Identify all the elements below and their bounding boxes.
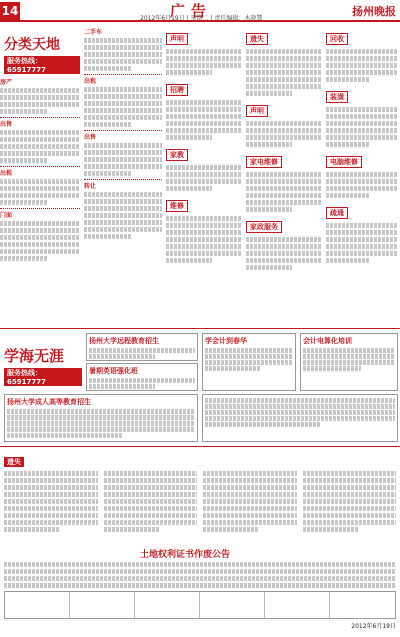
- classified-column-4: [246, 26, 322, 326]
- classified-column-3: [166, 26, 242, 326]
- category-box: 维修: [166, 200, 188, 212]
- section-divider: [0, 446, 400, 447]
- category-tag: 出租: [84, 78, 97, 85]
- classified-column-5: [326, 26, 398, 326]
- category-tag: 转让: [84, 183, 97, 190]
- notices-heading: 遗失: [4, 457, 24, 467]
- education-hotline: 服务热线：65917777: [4, 368, 82, 386]
- education-ad: 会计电算化培训: [300, 333, 398, 391]
- notice-column: [4, 469, 98, 534]
- category-box: 声明: [246, 105, 268, 117]
- land-notice-title: 土地权利证书作废公告: [140, 550, 231, 560]
- classified-title: 分类天地: [4, 37, 60, 53]
- notice-date: 2012年6月19日: [351, 623, 396, 630]
- section-divider: [0, 328, 400, 329]
- classified-hotline: 服务热线：65917777: [4, 56, 80, 74]
- category-box: 家政服务: [246, 221, 282, 233]
- classified-column-2: [84, 26, 162, 326]
- land-notice-table: [4, 591, 396, 619]
- category-box: 遗失: [246, 33, 268, 45]
- notice-column: [104, 469, 198, 534]
- education-ad-wide: 扬州大学成人高等教育招生: [4, 394, 198, 442]
- category-tag: 出租: [0, 170, 13, 177]
- category-box: 声明: [166, 33, 188, 45]
- education-ad: 暑期英语强化班: [86, 363, 198, 391]
- category-tag: 出售: [0, 121, 13, 128]
- notice-column: [203, 469, 297, 534]
- education-ad: 学会计到春华: [202, 333, 296, 391]
- category-box: 疏通: [326, 207, 348, 219]
- newspaper-logo: 扬州晚报: [352, 5, 396, 18]
- category-tag: 门面: [0, 212, 13, 219]
- category-tag: 房产: [0, 79, 13, 86]
- notice-column: [303, 469, 397, 534]
- page-number: 14: [1, 4, 19, 18]
- issue-meta: 2012年6月19日 | 星期二 | 责任编辑：木晓慧: [140, 15, 263, 22]
- education-title: 学海无涯: [4, 347, 65, 365]
- land-notice-block: [0, 545, 400, 637]
- education-ad: 扬州大学远程教育招生: [86, 333, 198, 361]
- category-box: 装潢: [326, 91, 348, 103]
- category-box: 家电维修: [246, 156, 282, 168]
- category-tag: 出售: [84, 134, 97, 141]
- category-box: 回收: [326, 33, 348, 45]
- notices-area: [0, 449, 400, 545]
- category-box: 电脑维修: [326, 156, 362, 168]
- category-tag: 二手车: [84, 29, 103, 36]
- category-box: 招聘: [166, 84, 188, 96]
- section-title: 广告: [170, 2, 213, 20]
- classified-column-1: [0, 26, 80, 326]
- page-header: [0, 0, 400, 22]
- category-box: 家教: [166, 149, 188, 161]
- education-ad-wide: [202, 394, 398, 442]
